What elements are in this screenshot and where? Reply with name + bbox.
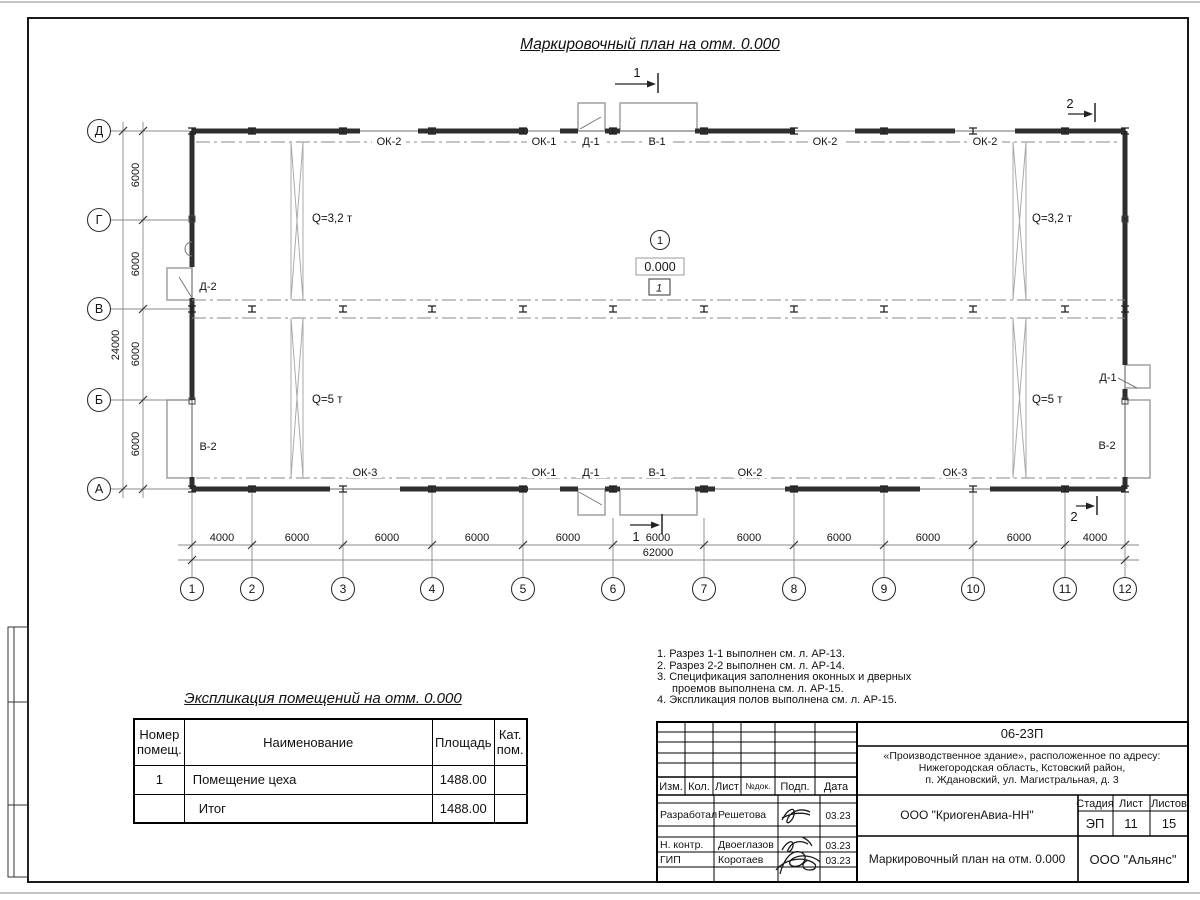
tb-col-header: №док. <box>745 781 771 791</box>
room-marker <box>636 231 684 296</box>
tb-role: Разработал <box>660 809 718 821</box>
dim-h: 6000 <box>464 532 490 544</box>
tb-role: ГИП <box>660 854 681 866</box>
object-address-line: Нижегородская область, Кстовский район, <box>918 762 1126 774</box>
opening-label: В-2 <box>199 441 217 453</box>
axis-label: 10 <box>966 582 980 596</box>
section-number: 1 <box>632 529 640 544</box>
left-stamp-strip <box>8 627 28 877</box>
axis-label: 3 <box>339 582 347 596</box>
room-elevation: 0.000 <box>644 260 676 274</box>
axis-label: 12 <box>1118 582 1132 596</box>
note-item: 1. Разрез 1-1 выполнен см. л. АР-13. <box>657 648 845 660</box>
row-axis-bubbles <box>88 120 111 501</box>
sheet-title: Маркировочный план на отм. 0.000 <box>520 36 780 53</box>
axis-label: 9 <box>880 582 888 596</box>
dim-v: 6000 <box>130 431 142 457</box>
axis-label: 1 <box>188 582 196 596</box>
tb-sheets-value: 15 <box>1161 816 1177 831</box>
cell-room-area: 1488.00 <box>432 765 494 794</box>
section-number: 1 <box>633 65 641 80</box>
opening-label-bg <box>348 135 1002 478</box>
column-symbols <box>188 128 1129 492</box>
note-item: 4. Экспликация полов выполнена см. л. АР-15. <box>657 694 897 707</box>
object-address-line: п. Ждановский, ул. Магистральная, д. 3 <box>925 774 1119 786</box>
cell-total-area: 1488.00 <box>432 794 494 823</box>
axis-label: В <box>94 302 104 316</box>
floor-type: 1 <box>655 282 663 295</box>
axis-label: 6 <box>609 582 617 596</box>
tb-sheets-label: Листов <box>1151 798 1187 810</box>
door-leaves <box>179 117 1137 505</box>
axis-label: 8 <box>790 582 798 596</box>
tb-person: Двоеглазов <box>718 839 774 851</box>
tb-role: Н. контр. <box>660 839 704 851</box>
opening-label: ОК-3 <box>942 467 968 479</box>
axis-label: Д <box>94 124 104 138</box>
tb-col-header: Лист <box>715 781 739 793</box>
opening-label: Д-1 <box>582 136 600 148</box>
opening-label: ОК-2 <box>812 136 838 148</box>
axis-label: Б <box>94 393 104 407</box>
opening-label: ОК-2 <box>972 136 998 148</box>
tb-stage-value: ЭП <box>1085 816 1105 831</box>
opening-label: ОК-3 <box>352 467 378 479</box>
axis-label: 11 <box>1058 582 1072 596</box>
opening-label: ОК-2 <box>376 136 402 148</box>
tb-drawing-title: Маркировочный план на отм. 0.000 <box>868 852 1066 866</box>
titleblock-texts <box>659 726 1187 867</box>
dim-h: 6000 <box>374 532 400 544</box>
cell-room-number: 1 <box>134 765 184 794</box>
dim-h: 6000 <box>736 532 762 544</box>
signature <box>782 837 812 852</box>
opening-label: В-1 <box>648 136 666 148</box>
signature <box>782 809 810 822</box>
tb-col-header: Изм. <box>659 781 683 793</box>
col-header-category: Кат. пом. <box>494 719 526 765</box>
dim-v: 6000 <box>130 341 142 367</box>
axis-label: 2 <box>248 582 256 596</box>
opening-label: ОК-1 <box>531 467 557 479</box>
axis-label: 4 <box>428 582 436 596</box>
tb-date: 03.23 <box>825 856 851 867</box>
tb-sheet-label: Лист <box>1119 798 1143 810</box>
section-number: 2 <box>1066 96 1074 111</box>
wall-panels <box>192 131 1125 489</box>
opening-label: В-2 <box>1098 440 1116 452</box>
crane-label: Q=3,2 т <box>312 213 353 225</box>
dim-h: 6000 <box>1006 532 1032 544</box>
room-number: 1 <box>656 235 664 247</box>
note-item: 2. Разрез 2-2 выполнен см. л. АР-14. <box>657 659 845 672</box>
dimension-texts <box>110 163 1107 559</box>
table-row <box>134 794 527 823</box>
dim-h: 4000 <box>1082 532 1108 544</box>
crane-label: Q=5 т <box>1032 394 1063 406</box>
building-outline <box>167 103 1150 515</box>
dim-v: 6000 <box>130 251 142 277</box>
tb-org: ООО "КриогенАвиа-НН" <box>900 808 1034 822</box>
tb-date: 03.23 <box>825 841 851 852</box>
tb-person: Решетова <box>718 809 767 821</box>
dim-h-total: 62000 <box>642 547 674 559</box>
explication-title: Экспликация помещений на отм. 0.000 <box>184 690 462 707</box>
dim-h: 6000 <box>915 532 941 544</box>
cell-room-category <box>494 765 526 794</box>
tb-stage-label: Стадия <box>1076 798 1114 810</box>
tb-company: ООО "Альянс" <box>1089 852 1177 867</box>
cell-room-number <box>134 794 184 823</box>
crane-runways <box>291 142 1026 478</box>
tb-sheet-value: 11 <box>1124 816 1138 831</box>
opening-label: Д-1 <box>1099 372 1117 384</box>
axis-label: А <box>94 482 104 496</box>
cell-room-category <box>494 794 526 823</box>
dim-h: 6000 <box>555 532 581 544</box>
opening-label: ОК-2 <box>737 467 763 479</box>
dim-h: 6000 <box>645 532 671 544</box>
explication-table <box>133 718 528 824</box>
table-header-row <box>134 719 527 765</box>
opening-label: В-1 <box>648 467 666 479</box>
col-header-area: Площадь <box>432 719 494 765</box>
opening-label: Д-2 <box>199 281 217 293</box>
opening-labels <box>199 136 1116 479</box>
doc-number: 06-23П <box>1000 726 1044 741</box>
col-header-number: Номер помещ. <box>134 719 184 765</box>
dimension-lines <box>111 122 1139 577</box>
axis-label: 5 <box>519 582 527 596</box>
column-axis-bubbles <box>181 578 1137 601</box>
dim-v: 6000 <box>130 162 142 188</box>
tb-col-header: Кол. <box>688 781 710 793</box>
opening-label: ОК-1 <box>531 136 557 148</box>
cell-total-label: Итог <box>184 794 432 823</box>
crane-label: Q=5 т <box>312 394 343 406</box>
axis-label: Г <box>95 213 103 227</box>
section-number: 2 <box>1070 509 1078 524</box>
dim-h: 4000 <box>209 532 235 544</box>
tb-date: 03.23 <box>825 811 851 822</box>
crane-label: Q=3,2 т <box>1032 213 1073 225</box>
tb-col-header: Дата <box>823 781 849 793</box>
tb-col-header: Подп. <box>780 781 810 793</box>
cell-room-name: Помещение цеха <box>184 765 432 794</box>
notes-list <box>657 649 942 707</box>
section-marker-texts <box>632 65 1077 544</box>
table-row <box>134 765 527 794</box>
dim-h: 6000 <box>826 532 852 544</box>
axis-label: 7 <box>700 582 708 596</box>
dimension-ticks <box>119 127 1129 564</box>
crane-labels <box>312 213 1073 406</box>
col-header-name: Наименование <box>184 719 432 765</box>
tb-person: Коротаев <box>718 854 764 866</box>
dim-h: 6000 <box>284 532 310 544</box>
dim-v-total: 24000 <box>110 329 122 361</box>
axis-dashdot-lines <box>192 142 1125 478</box>
note-item: 3. Спецификация заполнения оконных и дверных проемов выполнена см. л. АР-15. <box>657 671 912 695</box>
signatures <box>776 809 820 874</box>
object-address-line: «Производственное здание», расположенное по адресу: <box>883 750 1161 762</box>
opening-label: Д-1 <box>582 467 600 479</box>
signature <box>776 852 820 874</box>
